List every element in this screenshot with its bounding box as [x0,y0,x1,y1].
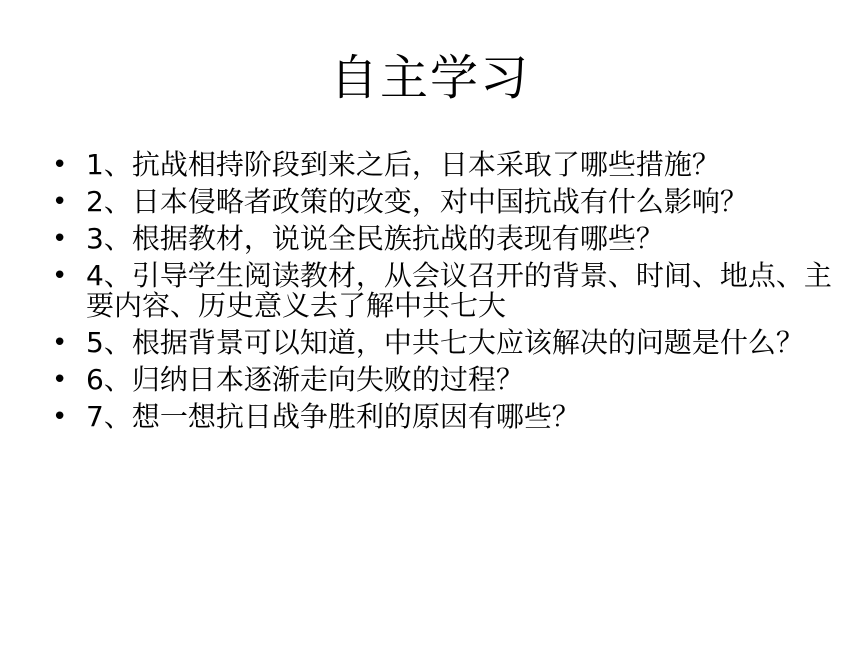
list-item-1 [52,150,832,180]
bullet-icon: • [52,261,68,291]
bullet-icon: • [52,365,68,395]
list-item-text: 6、归纳日本逐渐走向失败的过程？ [86,363,524,396]
bullet-icon: • [52,328,68,358]
list-item-3 [52,224,832,254]
list-item-text: 4、引导学生阅读教材，从会议召开的背景、时间、地点、主要内容、历史意义去了解中共七大 [86,259,832,322]
bullet-icon: • [52,224,68,254]
list-item-4 [52,261,832,321]
bullet-icon: • [52,187,68,217]
list-item-7 [52,402,832,432]
list-item-6 [52,365,832,395]
bullet-icon: • [52,402,68,432]
list-item-2 [52,187,832,217]
list-item-text: 5、根据背景可以知道，中共七大应该解决的问题是什么？ [86,326,804,359]
list-item-5 [52,328,832,358]
list-item-text: 1、抗战相持阶段到来之后，日本采取了哪些措施？ [86,148,720,181]
list-item-text: 3、根据教材，说说全民族抗战的表现有哪些？ [86,222,664,255]
list-item-text: 7、想一想抗日战争胜利的原因有哪些？ [86,400,580,433]
bullet-icon: • [52,150,68,180]
list-item-text: 2、日本侵略者政策的改变，对中国抗战有什么影响？ [86,185,748,218]
slide-title: 自主学习 [329,50,530,106]
question-list [52,150,832,439]
